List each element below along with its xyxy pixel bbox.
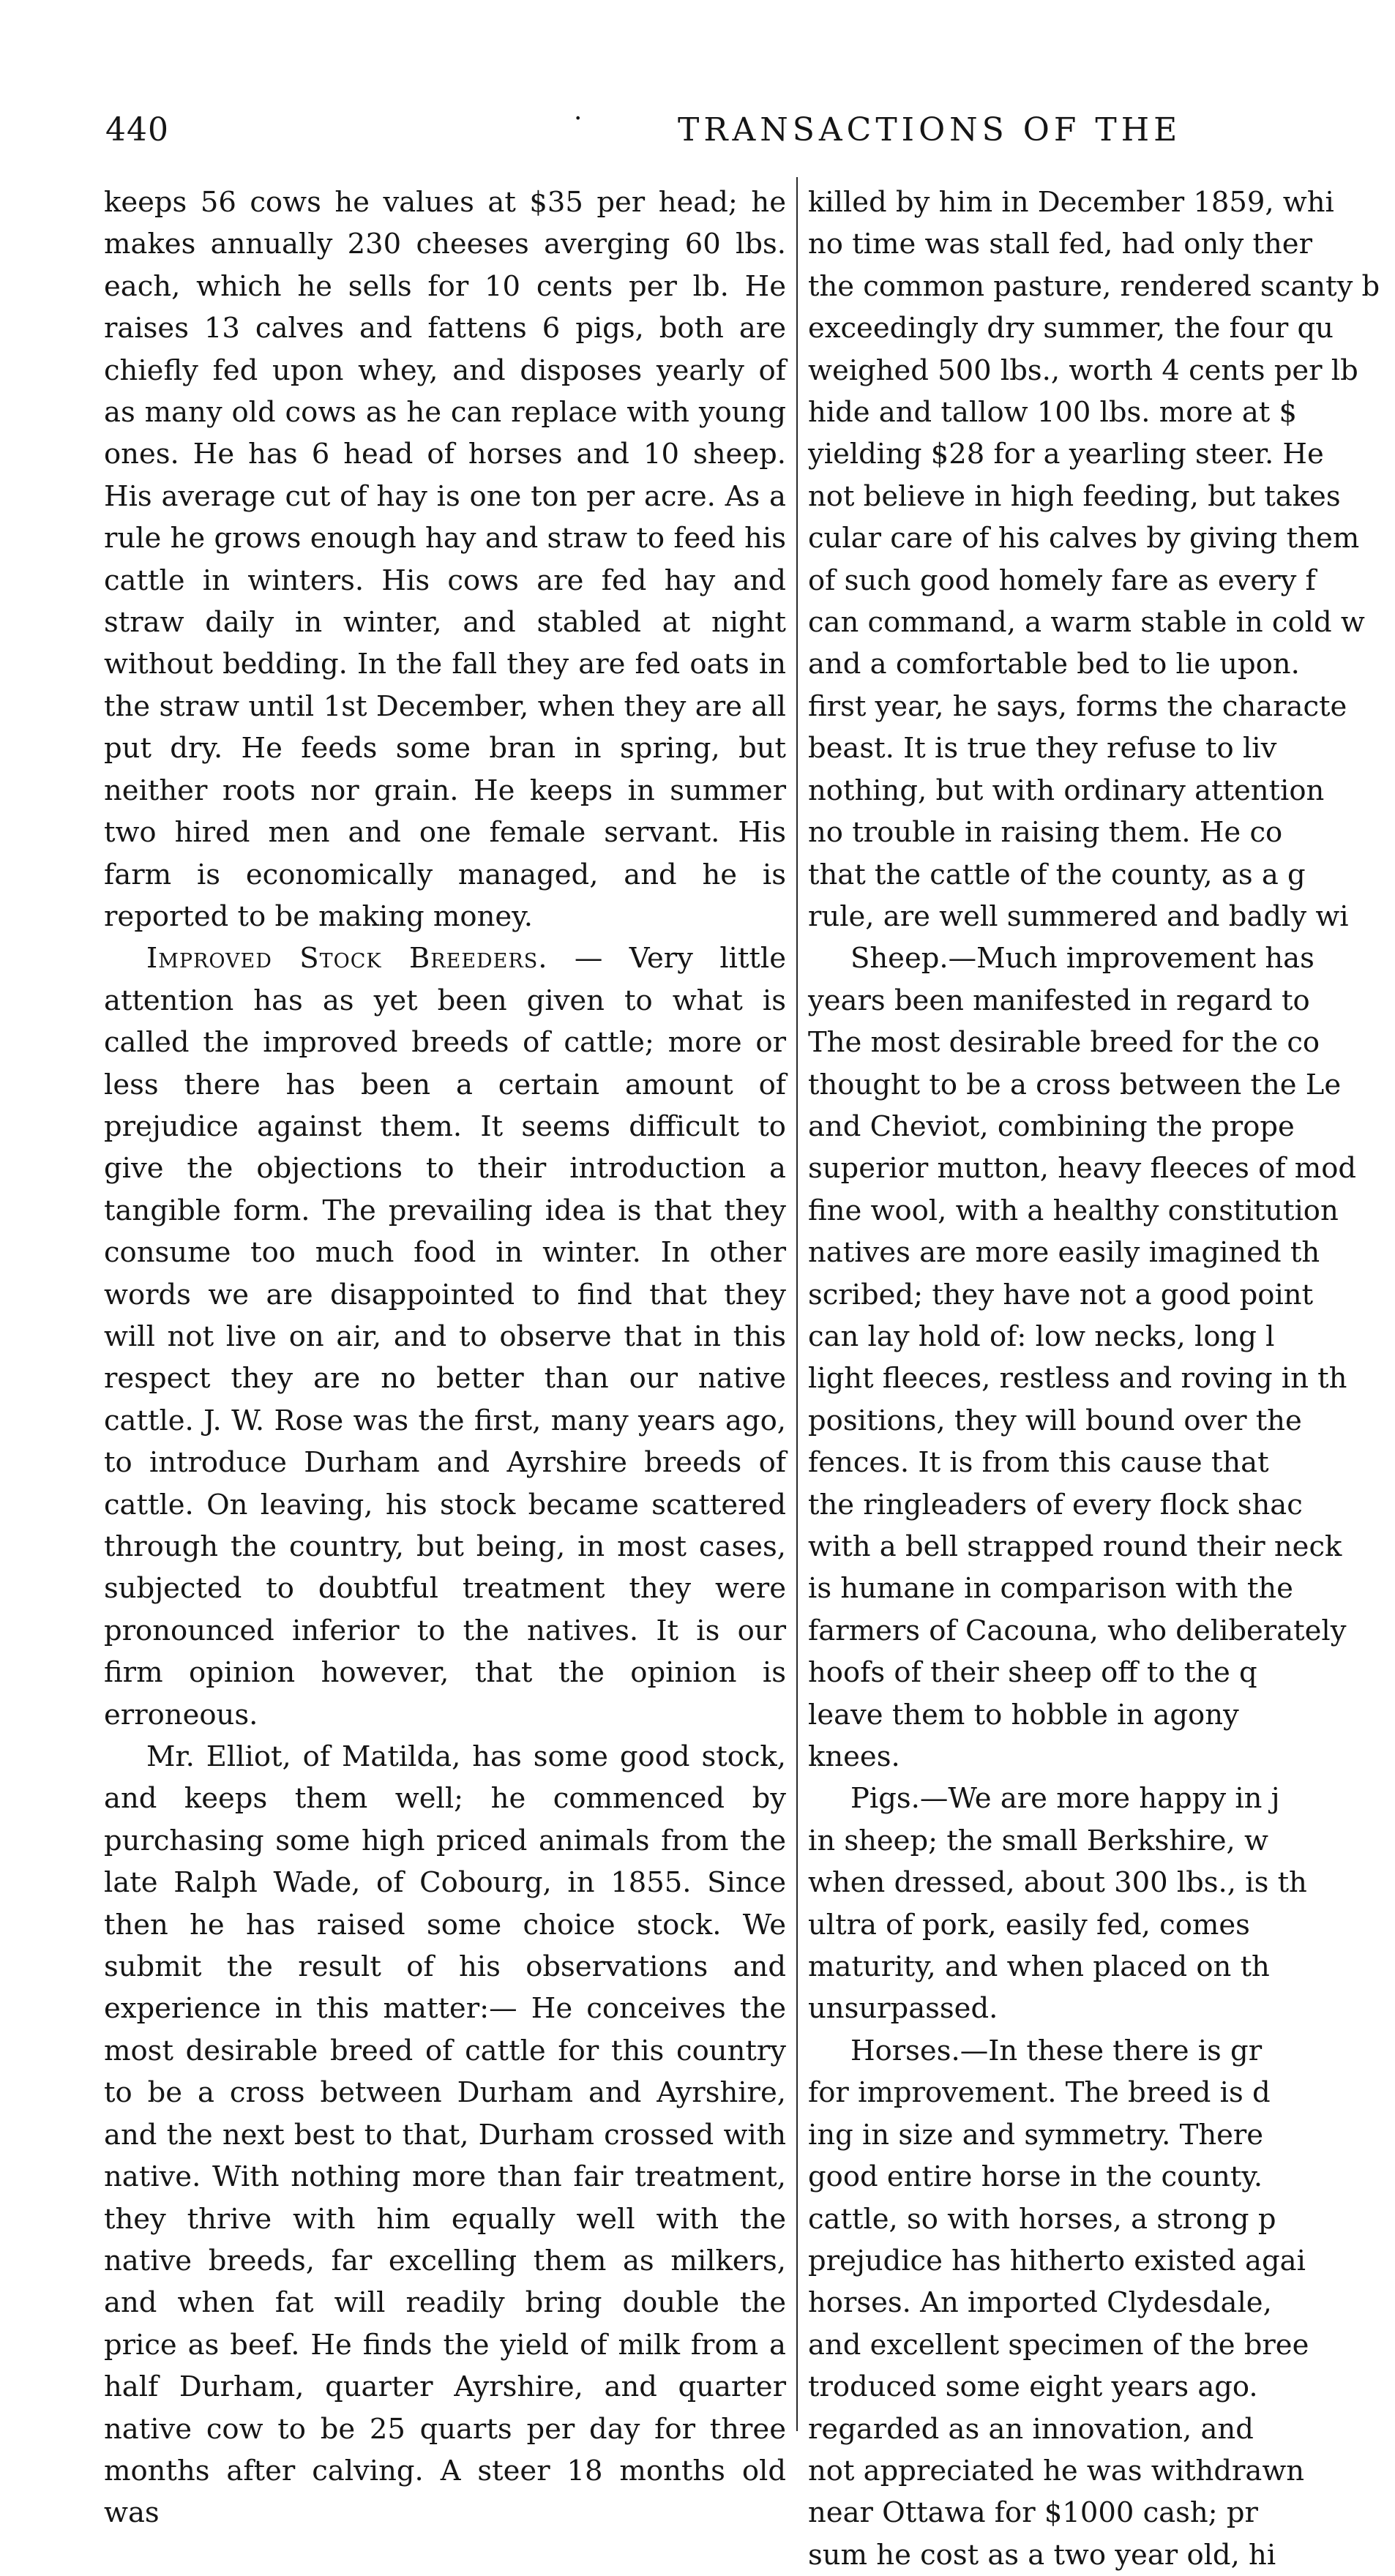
column-line: Pigs.—We are more happy in j [850, 1782, 1280, 1816]
column-line: years been manifested in regard to [808, 984, 1310, 1017]
column-line: scribed; they have not a good point [808, 1278, 1314, 1311]
running-title: TRANSACTIONS OF THE [678, 111, 1182, 149]
right-column [808, 181, 1386, 2572]
steer-continuation [808, 181, 1386, 937]
column-line: the common pasture, rendered scanty b [808, 269, 1380, 303]
column-line: and a comfortable bed to lie upon. [808, 648, 1300, 681]
column-line: ing in size and symmetry. There [808, 2118, 1264, 2152]
column-line: superior mutton, heavy fleeces of mod [808, 1152, 1357, 1186]
column-line: sum he cost as a two year old, hi [808, 2538, 1276, 2572]
column-line: knees. [808, 1740, 900, 1774]
column-line: not believe in high feeding, but takes [808, 479, 1341, 513]
column-line: The most desirable breed for the co [808, 1026, 1320, 1060]
column-line: ultra of pork, easily fed, comes [808, 1908, 1250, 1942]
column-line: and excellent specimen of the bree [808, 2328, 1309, 2362]
column-line: not appreciated he was withdrawn [808, 2454, 1305, 2487]
column-line: and Cheviot, combining the prope [808, 1109, 1295, 1143]
column-line: farmers of Cacouna, who deliberately [808, 1614, 1347, 1647]
column-line: when dressed, about 300 lbs., is th [808, 1866, 1307, 1900]
page-header [95, 104, 1307, 162]
section-pigs [808, 1778, 1386, 2029]
column-line: near Ottawa for $1000 cash; pr [808, 2496, 1258, 2530]
column-line: unsurpassed. [808, 1992, 998, 2026]
column-line: positions, they will bound over the [808, 1404, 1302, 1437]
column-line: fine wool, with a healthy constitution [808, 1194, 1339, 1227]
column-line: fences. It is from this cause that [808, 1446, 1269, 1480]
column-line: is humane in comparison with the [808, 1572, 1293, 1606]
column-line: the ringleaders of every flock shac [808, 1488, 1303, 1521]
column-line: first year, he says, forms the characte [808, 689, 1347, 723]
column-divider [796, 177, 798, 2431]
column-line: beast. It is true they refuse to liv [808, 732, 1277, 765]
column-line: yielding $28 for a yearling steer. He [808, 438, 1324, 471]
column-line: prejudice has hitherto existed agai [808, 2244, 1306, 2277]
column-line: Sheep.—Much improvement has [850, 942, 1314, 976]
column-line: cular care of his calves by giving them [808, 522, 1360, 555]
column-line: that the cattle of the county, as a g [808, 858, 1306, 891]
column-line: natives are more easily imagined th [808, 1236, 1320, 1270]
column-line: can lay hold of: low necks, long l [808, 1319, 1275, 1353]
column-line: good entire horse in the county. [808, 2160, 1263, 2194]
paragraph-cheese-farm: keeps 56 cows he values at $35 per head; he makes annually 230 cheeses averging 60 lbs. each, which he sells for 10 cents per lb. He raises 13 calves and fattens 6 pigs, both are chiefly fed upon whey, and disposes yearly of as many old cows as he can replace with young ones. He has 6 head of horses and 10 sheep. His average cut of hay is one ton per acre. As a rule he grows enough hay and straw to feed his cattle in winters. His cows are fed hay and straw daily in winter, and stabled at night without bedding. In the fall they are fed oats in the straw until 1st December, when they are all put dry. He feeds some bran in spring, but neither roots nor grain. He keeps in summer two hired men and one female servant. His farm is economically managed, and he is reported to be making money. [104, 186, 786, 933]
section-heading-improved-stock: Improved Stock Breeders. [146, 942, 548, 976]
paragraph-improved-stock [104, 937, 786, 1736]
column-line: of such good homely fare as every f [808, 564, 1316, 597]
column-line: rule, are well summered and badly wi [808, 899, 1349, 933]
column-line: exceedingly dry summer, the four qu [808, 312, 1334, 345]
column-line: hide and tallow 100 lbs. more at $ [808, 396, 1298, 430]
column-line: killed by him in December 1859, whi [808, 186, 1334, 219]
header-dot: · [574, 104, 583, 134]
column-line: leave them to hobble in agony [808, 1698, 1239, 1731]
column-line: for improvement. The breed is d [808, 2076, 1271, 2110]
left-column [104, 181, 786, 2530]
column-line: light fleeces, restless and roving in th [808, 1362, 1347, 1396]
paragraph-mr-elliot: Mr. Elliot, of Matilda, has some good stock, and keeps them well; he commenced by purchasing some high priced animals from the late Ralph Wade, of Cobourg, in 1855. Since then he has raised some choice stock. We submit the result of his observations and experience in this matter:— He conceives the most desirable breed of cattle for this country to be a cross between Durham and Ayrshire, and the next best to that, Durham crossed with native. With nothing more than fair treatment, they thrive with him equally well with the native breeds, far excelling them as milkers, and when fat will readily bring double the price as beef. He finds the yield of milk from a half Durham, quarter Ayrshire, and quarter native cow to be 25 quarts per day for three months after calving. A steer 18 months old was [104, 1740, 786, 2530]
column-line: no trouble in raising them. He co [808, 816, 1283, 850]
column-line: can command, a warm stable in cold w [808, 606, 1365, 640]
column-line: regarded as an innovation, and [808, 2412, 1254, 2446]
column-line: hoofs of their sheep off to the q [808, 1656, 1257, 1690]
column-line: no time was stall fed, had only ther [808, 228, 1312, 261]
column-line: with a bell strapped round their neck [808, 1530, 1342, 1563]
section-horses [808, 2030, 1386, 2576]
column-line: cattle, so with horses, a strong p [808, 2202, 1276, 2236]
paragraph-improved-stock-text: — Very little attention has as yet been given to what is called the improved breeds of cattle; more or less there has been a certain amount of prejudice against them. It seems difficult to give the objections to their introduction a tangible form. The prevailing idea is that they consume too much food in winter. In other words we are disappointed to find that they will not live on air, and to observe that in this respect they are no better than our native cattle. J. W. Rose was the first, many years ago, to introduce Durham and Ayrshire breeds of cattle. On leaving, his stock became scattered through the country, but being, in most cases, subjected to doubtful treatment they were pronounced inferior to the natives. It is our firm opinion however, that the opinion is erroneous. [104, 942, 786, 1731]
column-line: in sheep; the small Berkshire, w [808, 1824, 1268, 1857]
column-line: troduced some eight years ago. [808, 2370, 1258, 2404]
column-line: maturity, and when placed on th [808, 1950, 1270, 1984]
page-number: 440 [105, 111, 169, 149]
column-line: horses. An imported Clydesdale, [808, 2286, 1272, 2320]
column-line: thought to be a cross between the Le [808, 1068, 1342, 1101]
column-line: weighed 500 lbs., worth 4 cents per lb [808, 353, 1358, 387]
column-line: nothing, but with ordinary attention [808, 774, 1325, 807]
column-line: Horses.—In these there is gr [850, 2034, 1263, 2067]
section-sheep [808, 937, 1386, 1778]
